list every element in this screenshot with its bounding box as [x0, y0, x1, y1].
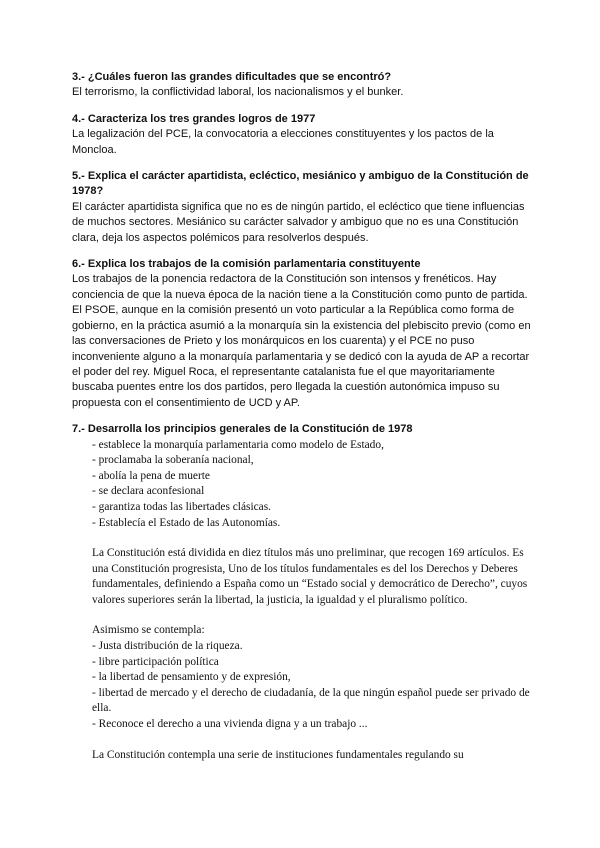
question-5: 5.- Explica el carácter apartidista, ecléctico, mesiánico y ambiguo de la Constitución de 1978? — [72, 170, 529, 198]
list-item: - proclamaba la soberanía nacional, — [92, 454, 254, 467]
list-item: - establece la monarquía parlamentaria como modelo de Estado, — [92, 438, 384, 451]
list-item: - se declara aconfesional — [92, 485, 205, 498]
section-7 — [72, 422, 534, 763]
list-item: - abolía la pena de muerte — [92, 469, 210, 482]
answer-3: El terrorismo, la conflictividad laboral, los nacionalismos y el bunker. — [72, 86, 404, 99]
question-7: 7.- Desarrolla los principios generales de la Constitución de 1978 — [72, 423, 413, 436]
list-item: - garantiza todas las libertades clásicas. — [92, 500, 272, 513]
also-intro: Asimismo se contempla: — [92, 624, 205, 637]
list-item: - Reconoce el derecho a una vivienda digna y a un trabajo ... — [92, 718, 368, 731]
structure-paragraph: La Constitución está dividida en diez títulos más uno preliminar, que recogen 169 artículos. Es una Constitución progresista, Uno de los títulos fundamentales es del los Derechos y Deberes fundamentales, definiendo a España como un “Estado social y democrático de Derecho”, cuyos valores superiores serán la libertad, la justicia, la igualdad y el pluralismo político. — [92, 547, 528, 606]
list-item: - la libertad de pensamiento y de expresión, — [92, 671, 291, 684]
list-item: - libertad de mercado y el derecho de ciudadanía, de la que ningún español puede ser privado de ella. — [92, 686, 530, 715]
answer-5: El carácter apartidista significa que no es de ningún partido, el ecléctico que tiene influencias de muchos sectores. Mesiánico su carácter salvador y ambiguo que no es una Constitución clara, deja los aspectos polémicos para resolverlos después. — [72, 200, 525, 244]
answer-6: Los trabajos de la ponencia redactora de la Constitución son intensos y frenéticos. Hay conciencia de que la nueva época de la nación tiene a la Constitución como punto de partida. El PSOE, aunque en la comisión presentó un voto particular a la República como forma de gobierno, en la práctica asumió a la monarquía sin la existencia del plebiscito previo (como en las conversaciones de Prieto y los monárquicos en los cuarenta) y el PCE no puso inconveniente alguno a la monarquía parlamentaria y se dedicó con la ayuda de AP a recortar el poder del rey. Miguel Roca, el representante catalanista fue el que mayoritariamente buscaba puentes entre los dos partidos, pero llegada la cuestión autonómica impuso su propuesta con el consentimiento de UCD y AP. — [72, 273, 531, 409]
institutions-paragraph: La Constitución contempla una serie de instituciones fundamentales regulando su — [92, 748, 464, 761]
answer-4: La legalización del PCE, la convocatoria a elecciones constituyentes y los pactos de la Moncloa. — [72, 128, 494, 156]
question-3: 3.- ¿Cuáles fueron las grandes dificultades que se encontró? — [72, 71, 392, 83]
list-item: - Establecía el Estado de las Autonomías. — [92, 516, 281, 529]
section-5 — [72, 169, 534, 246]
question-4: 4.- Caracteriza los tres grandes logros de 1977 — [72, 112, 316, 125]
also-list — [72, 639, 534, 733]
list-item: - Justa distribución de la riqueza. — [92, 640, 243, 653]
question-6: 6.- Explica los trabajos de la comisión parlamentaria constituyente — [72, 258, 421, 271]
section-4 — [72, 112, 534, 158]
section-3 — [72, 70, 534, 101]
principles-list — [72, 438, 534, 532]
list-item: - libre participación política — [92, 655, 219, 668]
document-page — [72, 70, 534, 774]
section-6 — [72, 257, 534, 411]
